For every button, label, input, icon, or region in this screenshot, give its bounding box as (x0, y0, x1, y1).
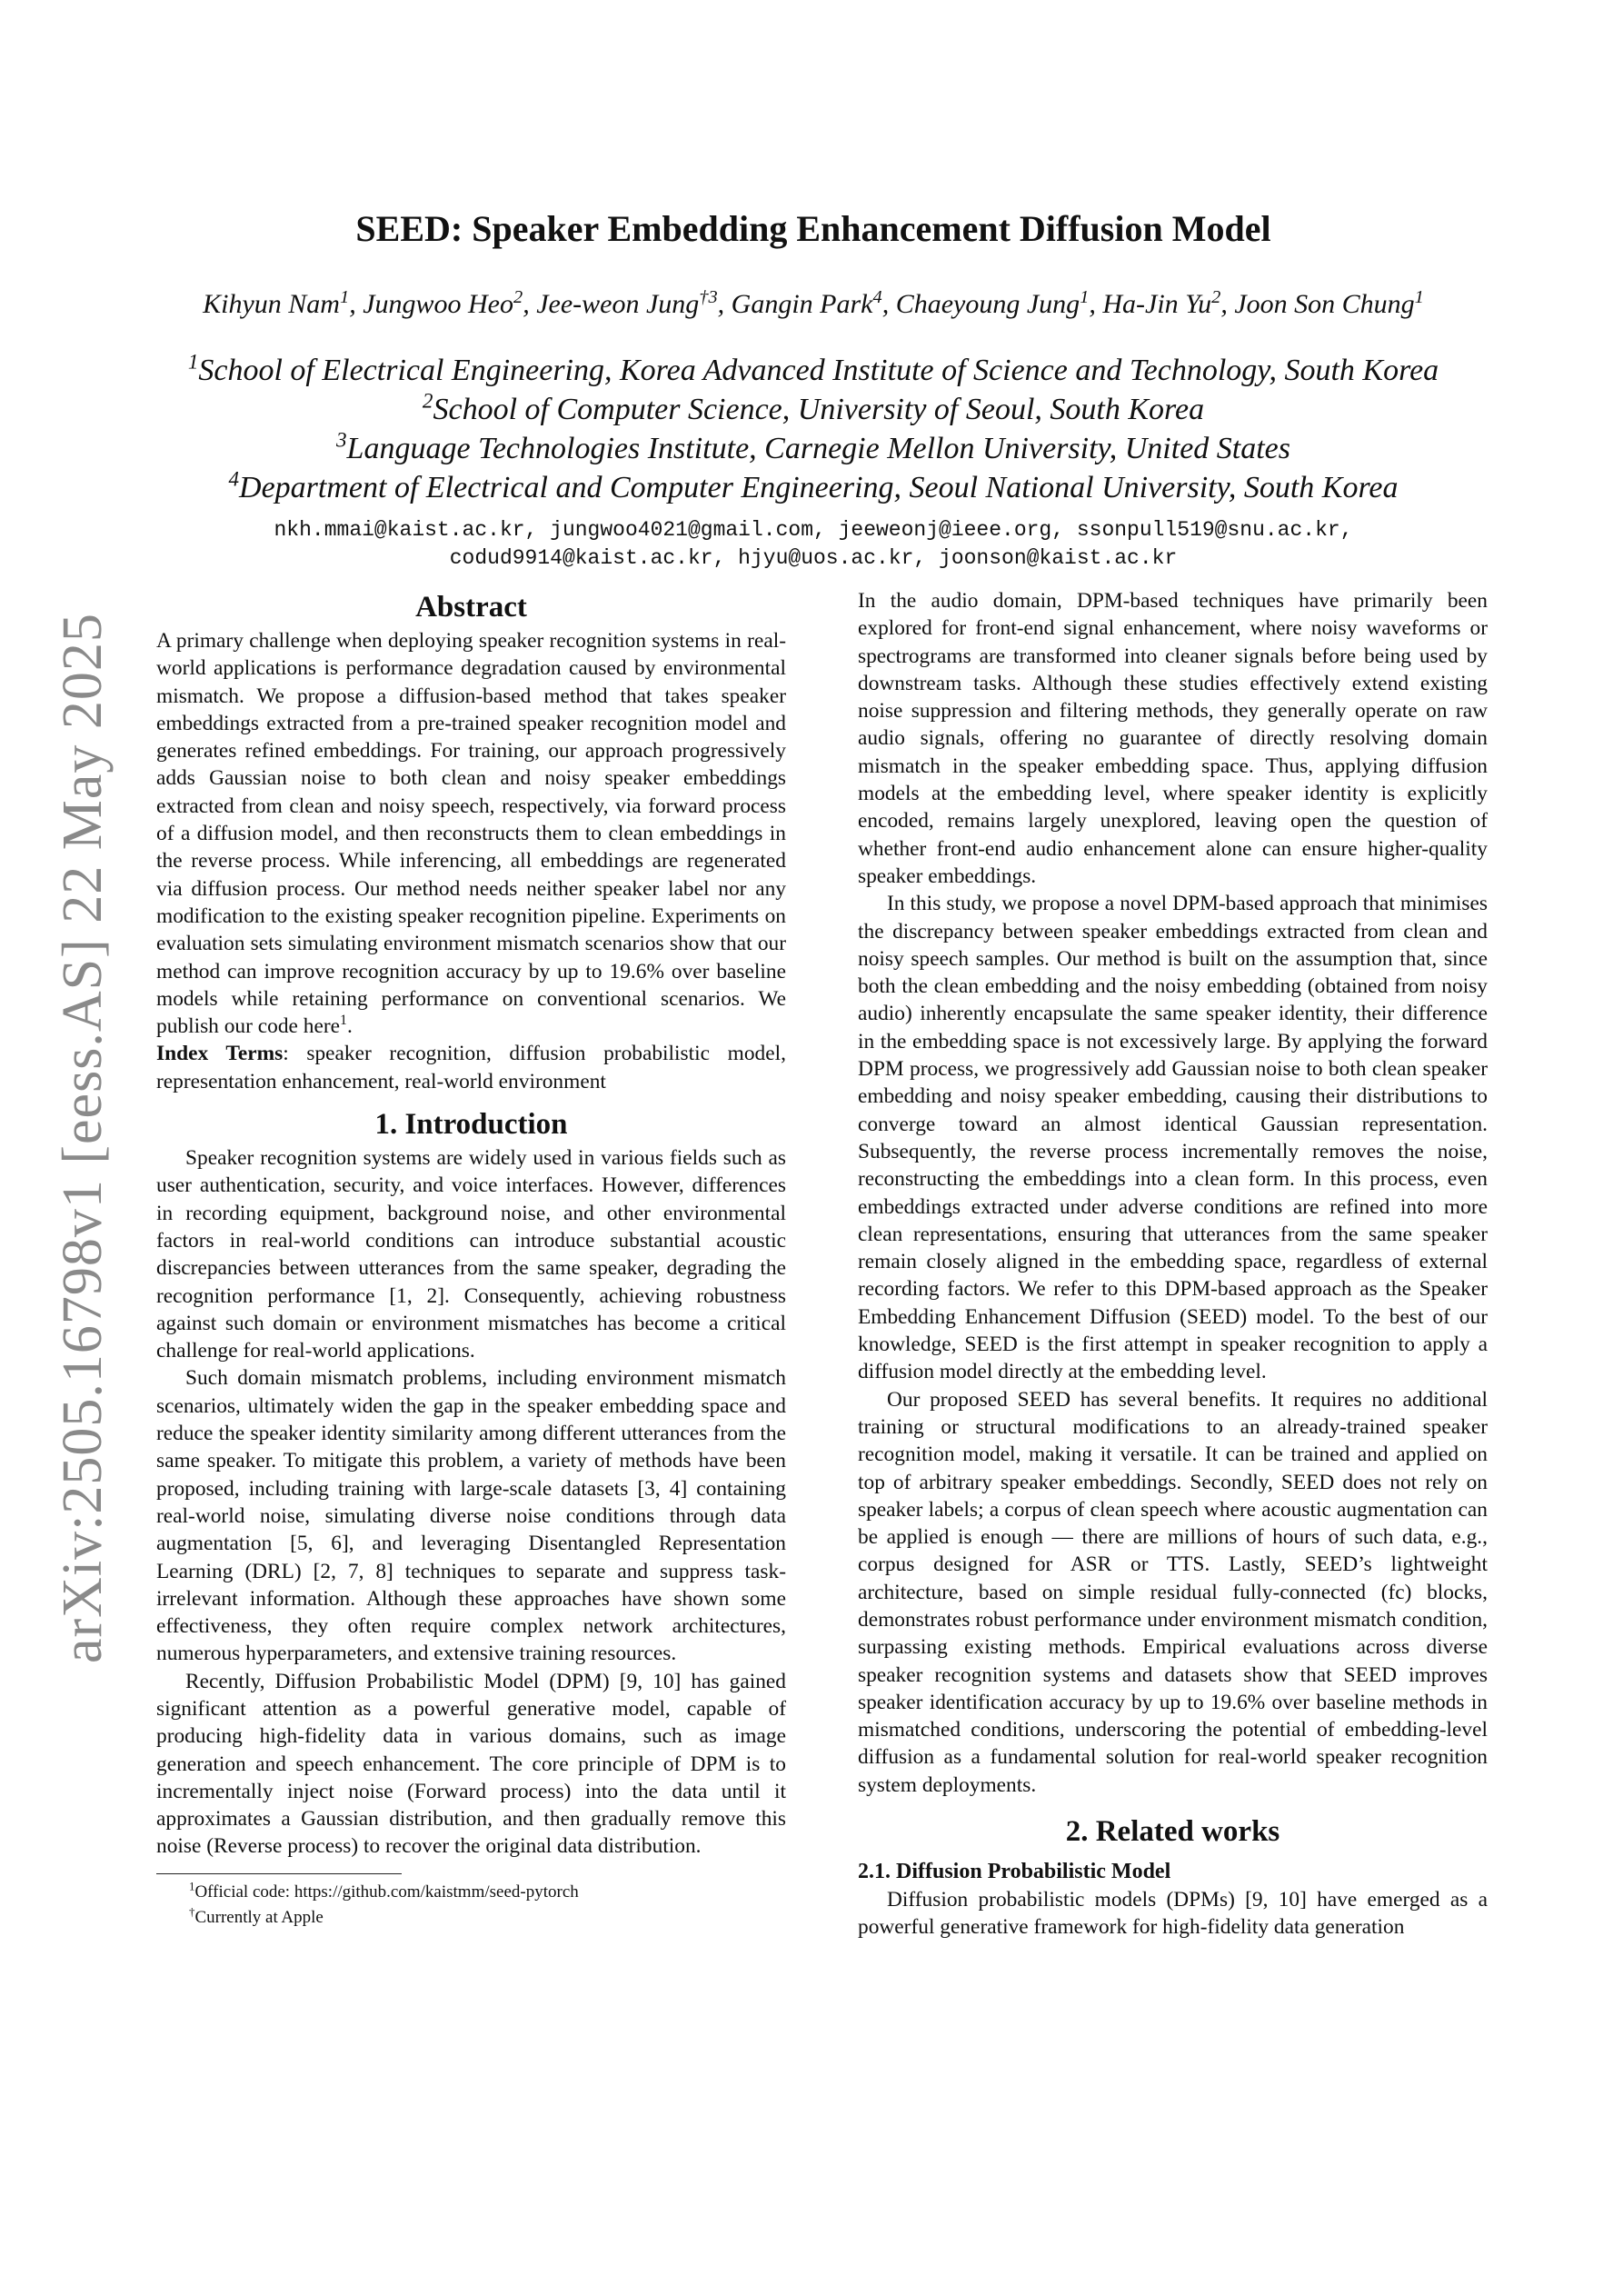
intro-paragraph: Such domain mismatch problems, including environment mismatch scenarios, ultimately widen the gap in the speaker embedding space and reduce the speaker identity similarity among different utterances from the same speaker. To mitigate this problem, a variety of methods have been proposed, including training with large-scale datasets [3, 4] containing real-world noise, simulating diverse noise conditions through data augmentation [5, 6], and leveraging Disentangled Representation Learning (DRL) [2, 7, 8] techniques to separate and suppress task-irrelevant information. Although these approaches have shown some effectiveness, they often require complex network architectures, numerous hyperparameters, and extensive training resources. (156, 1366, 786, 1666)
related-subheading: 2.1. Diffusion Probabilistic Model (858, 1860, 1171, 1884)
footnote-rule (156, 1873, 402, 1874)
affiliation: $^3$Language Technologies Institute, Carnegie Mellon University, United States (335, 428, 1291, 465)
affiliations (154, 351, 1472, 507)
related-heading: 2. Related works (1065, 1815, 1280, 1849)
left-column (156, 587, 786, 1931)
intro-heading: 1. Introduction (374, 1108, 568, 1142)
arxiv-stamp: arXiv:2505.16798v1 [eess.AS] 22 May 2025 (52, 613, 114, 1663)
right-column (858, 587, 1488, 1942)
affiliation: $^4$Department of Electrical and Computer Engineering, Seoul National University, South Korea (228, 467, 1399, 504)
author: Gangin Park$^4$ (731, 287, 882, 319)
author-emails (154, 516, 1472, 573)
author: Jee-weon Jung$^{\dagger 3}$ (536, 287, 718, 319)
index-terms: Index Terms: speaker recognition, diffusion probabilistic model, representation enhancement, real-world environment (156, 1042, 786, 1093)
abstract-heading: Abstract (415, 591, 527, 624)
body-paragraph: In the audio domain, DPM-based techniques have primarily been explored for front-end signal enhancement, where noisy waveforms or spectrograms are transformed into cleaner signals before being used by downstream tasks. Although these studies effectively extend existing noise suppression and filtering methods, they generally operate on raw audio signals, offering no guarantee of directly resolving domain mismatch in the speaker embedding space. Thus, applying diffusion models at the embedding level, where speaker identity is explicitly encoded, remains largely unexplored, leaving open the question of whether front-end audio enhancement alone can ensure higher-quality speaker embeddings. (858, 589, 1488, 888)
author: Chaeyoung Jung$^1$ (895, 287, 1090, 319)
author: Joon Son Chung$^1$ (1234, 287, 1424, 319)
affiliation: $^2$School of Computer Science, University of Seoul, South Korea (422, 389, 1205, 426)
footnote: $^1$Official code: https://github.com/kaistmm/seed-pytorch (189, 1879, 579, 1902)
paper-title: SEED: Speaker Embedding Enhancement Diffusion Model (355, 208, 1271, 249)
intro-paragraph: Speaker recognition systems are widely used in various fields such as user authentication, security, and voice interfaces. However, differences in recording equipment, background noise, and other environmental factors in real-world conditions can introduce substantial acoustic discrepancies between utterances from the same speaker, degrading the recognition performance [1, 2]. Consequently, achieving robustness against such domain or environment mismatches has become a critical challenge for real-world applications. (156, 1146, 786, 1363)
related-paragraph: Diffusion probabilistic models (DPMs) [9, 10] have emerged as a powerful generative framework for high-fidelity data generation (858, 1888, 1488, 1940)
body-paragraph: Our proposed SEED has several benefits. It requires no additional training or structural modifications to an already-trained speaker recognition model, making it versatile. It can be trained and applied on top of arbitrary speaker embeddings. Secondly, SEED does not rely on speaker labels; a corpus of clean speech where acoustic augmentation can be applied is enough — there are millions of hours of such data, e.g., corpus designed for ASR or TTS. Lastly, SEED’s lightweight architecture, based on simple residual fully-connected (fc) blocks, demonstrates robust performance under environment mismatch condition, surpassing existing methods. Empirical evaluations across diverse speaker recognition systems and datasets show that SEED improves speaker identification accuracy by up to 19.6% over baseline methods in mismatched conditions, underscoring the potential of embedding-level diffusion as a fundamental solution for real-world speaker recognition system deployments. (858, 1387, 1488, 1797)
footnote-mark: 1 (340, 1013, 347, 1029)
author: Jungwoo Heo$^2$ (363, 287, 523, 319)
footnote: †Currently at Apple (189, 1904, 324, 1927)
email-line: codud9914@kaist.ac.kr, hjyu@uos.ac.kr, joonson@kaist.ac.kr (449, 546, 1178, 570)
abstract-text: A primary challenge when deploying speaker recognition systems in real-world applications is performance degradation caused by environmental mismatch. We propose a diffusion-based method that takes speaker embeddings extracted from a pre-trained speaker recognition model and generates refined embeddings. For training, our approach progressively adds Gaussian noise to both clean and noisy speaker embeddings extracted from clean and noisy speech, respectively, via forward process of a diffusion model, and then reconstructs them to clean embeddings in the reverse process. While inferencing, all embeddings are regenerated via diffusion process. Our method needs neither speaker label nor any modification to the existing speaker recognition pipeline. Experiments on evaluation sets simulating environment mismatch scenarios show that our method can improve recognition accuracy by up to 19.6% over baseline models while retaining performance on conventional scenarios. We publish our code here$^1$. (156, 629, 786, 1039)
author: Ha-Jin Yu$^2$ (1102, 287, 1221, 319)
author-list: Kihyun Nam$^1$, Jungwoo Heo$^2$, Jee-weon Jung$^{\dagger 3}$, Gangin Park$^4$, Chaeyoung Jung$^1$, Ha-Jin Yu$^2$, Joon Son Chung$^1$ (203, 287, 1424, 319)
affiliation: $^1$School of Electrical Engineering, Korea Advanced Institute of Science and Technology, South Korea (187, 350, 1439, 387)
intro-paragraph: Recently, Diffusion Probabilistic Model (DPM) [9, 10] has gained significant attention as a powerful generative model, capable of producing high-fidelity data in various domains, such as image generation and speech enhancement. The core principle of DPM is to incrementally inject noise (Forward process) into the data until it approximates a Gaussian distribution, and then gradually remove this noise (Reverse process) to recover the original data distribution. (156, 1669, 786, 1859)
body-paragraph: In this study, we propose a novel DPM-based approach that minimises the discrepancy between speaker embeddings extracted from clean and noisy speech samples. Our method is built on the assumption that, since both the clean embedding and the noisy embedding (obtained from noisy audio) inherently encapsulate the same speaker identity, their difference in the embedding space is not excessively large. By applying the forward DPM process, we progressively add Gaussian noise to both clean speaker embedding and noisy speaker embedding, causing their distributions to converge toward an almost identical Gaussian representation. Subsequently, the reverse process incrementally removes the noise, reconstructing the embeddings into a clean form. In this process, even embeddings extracted under adverse conditions are refined into more clean representations, ensuring that utterances from the same speaker remain closely aligned in the embedding space, regardless of external recording factors. We refer to this DPM-based approach as the Speaker Embedding Enhancement Diffusion (SEED) model. To the best of our knowledge, SEED is the first attempt in speaker recognition to apply a diffusion model directly at the embedding level. (858, 892, 1488, 1384)
email-line: nkh.mmai@kaist.ac.kr, jungwoo4021@gmail.com, jeeweonj@ieee.org, ssonpull519@snu.ac.kr, (274, 518, 1353, 542)
author: Kihyun Nam$^1$ (203, 287, 350, 319)
